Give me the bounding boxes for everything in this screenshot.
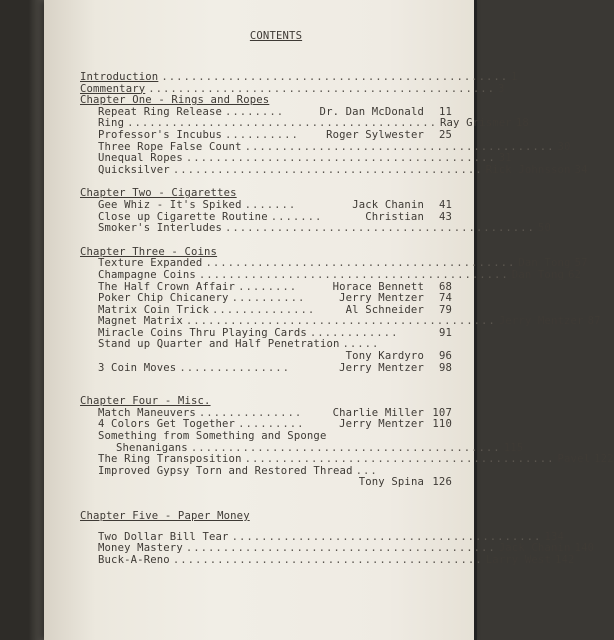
entry-author: Jerry Mentzer (339, 292, 424, 305)
entry-page: 11 (438, 105, 452, 118)
entry-author: Dan Tong (511, 268, 565, 281)
entry-title: Champagne Coins (98, 268, 196, 281)
entry-author: Tony Spina (358, 476, 424, 489)
entry-page: 91 (438, 326, 452, 339)
toc-entry (80, 553, 575, 567)
entry-page: 122 (594, 453, 614, 466)
entry-author: Pavel (557, 453, 591, 466)
book-page (44, 0, 614, 640)
dot-leader: .......... (231, 292, 306, 305)
toc-entry-introduction (80, 71, 518, 84)
entry-title: Quicksilver (98, 163, 170, 176)
dot-leader: ............................................... (148, 82, 496, 95)
entry-page: 110 (432, 418, 452, 431)
entry-page: 68 (438, 280, 452, 293)
entry-author: Roger Sylwester (326, 128, 424, 141)
entry-page: 87 (587, 315, 601, 328)
dot-leader: .............. (198, 406, 303, 419)
dot-leader: .............. (211, 303, 316, 316)
dot-leader: .......................................... (185, 542, 496, 555)
entry-title: Magnet Matrix (98, 315, 183, 328)
entry-title: Introduction (80, 71, 159, 83)
dot-leader: .......... (225, 128, 299, 141)
entry-author: Jerry Mentzer (339, 418, 424, 431)
entry-author: Horace Bennett (332, 280, 424, 293)
chapter-heading: Chapter Three - Coins (80, 245, 218, 258)
toc-entry-multiline (80, 431, 452, 443)
toc-entry-continued (80, 351, 452, 363)
dot-leader: .......................................... (127, 117, 437, 130)
entry-title: Improved Gypsy Torn and Restored Thread (98, 464, 353, 477)
entry-page: 3 (498, 82, 505, 95)
entry-author: Jerry Mentzer (498, 315, 584, 328)
entry-title: Unequal Ropes (98, 152, 183, 165)
entry-title: Match Maneuvers (98, 406, 196, 419)
entry-title: Professor's Incubus (98, 128, 223, 141)
dot-leader: ............................................... (161, 71, 509, 83)
dot-leader: .......................................... (185, 152, 496, 165)
entry-title: Something from Something and Sponge (98, 430, 327, 443)
toc-entry (80, 152, 512, 165)
entry-page: 62 (568, 268, 582, 281)
entry-title: Texture Expanded (98, 257, 203, 270)
toc-entry (80, 293, 452, 305)
toc-entry (80, 163, 588, 177)
entry-page: 142 (554, 553, 575, 566)
entry-title: Miracle Coins Thru Playing Cards (98, 326, 307, 339)
entry-title: Gee Whiz - It's Spiked (98, 198, 242, 211)
entry-title: Repeat Ring Release (98, 105, 223, 118)
dot-leader: ............... (179, 361, 291, 374)
toc-entry (80, 268, 582, 282)
dot-leader: .......................................... (172, 553, 483, 566)
entry-title: Shenanigans (116, 441, 188, 454)
entry-page: 98 (438, 361, 452, 374)
dot-leader: .......................................... (225, 222, 535, 235)
entry-author: Tony Kardyro (345, 350, 424, 363)
entry-page: 1 (511, 71, 518, 83)
entry-page: 79 (438, 303, 452, 316)
entry-title: Smoker's Interludes (98, 222, 223, 235)
toc-entry (80, 130, 452, 142)
dot-leader: ....... (270, 210, 323, 223)
dot-leader: .......................................... (172, 163, 483, 176)
toc-entry (80, 363, 452, 375)
chapter-heading: Chapter Two - Cigarettes (80, 187, 237, 200)
entry-page: 126 (432, 476, 452, 489)
entry-title: Commentary (80, 82, 146, 95)
entry-page: 74 (438, 292, 452, 305)
entry-page: 43 (438, 210, 452, 223)
entry-page: 30 (557, 140, 571, 153)
toc-entry (80, 222, 551, 235)
dot-leader: .......................................... (185, 315, 496, 328)
entry-author: Jack Chanin (352, 198, 424, 211)
chapter-heading: Chapter Four - Misc. (80, 395, 211, 408)
entry-page: 18 (515, 117, 529, 130)
dot-leader: ........ (225, 105, 285, 118)
entry-author: Jack Chanin (498, 542, 571, 555)
entry-page: 31 (498, 152, 512, 165)
entry-title: Buck-A-Reno (98, 553, 170, 566)
dot-leader: .......................................... (198, 268, 509, 281)
entry-title: The Ring Transposition (98, 453, 242, 466)
dot-leader: .......................................... (244, 140, 555, 153)
dot-leader: ....... (244, 198, 297, 211)
dot-leader: .......................................... (244, 453, 555, 466)
entry-title: 3 Coin Moves (98, 361, 177, 374)
entry-author: Jerry Mentzer (339, 361, 424, 374)
chapter-heading: Chapter One - Rings and Ropes (80, 94, 270, 107)
entry-author: Dr. Dan McDonald (319, 105, 424, 118)
entry-page: 134 (544, 530, 565, 543)
dot-leader: .......................................... (190, 441, 501, 454)
entry-author: Charlie Miller (332, 406, 424, 419)
entry-page: 107 (432, 406, 452, 419)
chapter-heading: Chapter Five - Paper Money (80, 510, 250, 522)
dot-leader: ............ (309, 326, 399, 339)
entry-title: 4 Colors Get Together (98, 418, 236, 431)
dot-leader: ........ (238, 280, 298, 293)
entry-title: Money Mastery (98, 542, 183, 555)
entry-title: Poker Chip Chicanery (98, 292, 229, 305)
entry-author: Ray Grismer (440, 117, 512, 130)
entry-page: 25 (438, 128, 452, 141)
dot-leader: .......................................... (231, 530, 542, 543)
entry-page: 41 (438, 198, 452, 211)
table-of-contents (80, 30, 614, 566)
dot-leader: ......... (238, 418, 305, 431)
contents-title: CONTENTS (249, 30, 303, 42)
entry-title: Two Dollar Bill Tear (98, 530, 229, 543)
entry-page: 96 (438, 350, 452, 363)
entry-author: Dan Tong (518, 257, 571, 270)
dot-leader: ... (355, 464, 378, 477)
entry-author: Christian (365, 210, 424, 223)
toc-entry (80, 200, 452, 212)
entry-page: 115 (503, 441, 524, 454)
entry-title: Matrix Coin Trick (98, 303, 209, 316)
entry-author: Larry West (485, 553, 551, 566)
entry-author: Al Schneider (345, 303, 424, 316)
dot-leader: .......................................... (205, 257, 516, 270)
entry-page: 140 (574, 542, 595, 555)
toc-entry-continued (80, 477, 452, 489)
entry-page: 57 (574, 257, 588, 270)
entry-title: Stand up Quarter and Half Penetration (98, 338, 340, 351)
entry-page: 50 (537, 222, 551, 235)
entry-title: Three Rope False Count (98, 140, 242, 153)
entry-title: Ring (98, 117, 125, 130)
dot-leader: ..... (342, 338, 380, 351)
entry-author: Rick Johnsson (485, 163, 571, 176)
entry-page: 34 (574, 163, 588, 176)
entry-title: The Half Crown Affair (98, 280, 236, 293)
entry-title: Close up Cigarette Routine (98, 210, 268, 223)
